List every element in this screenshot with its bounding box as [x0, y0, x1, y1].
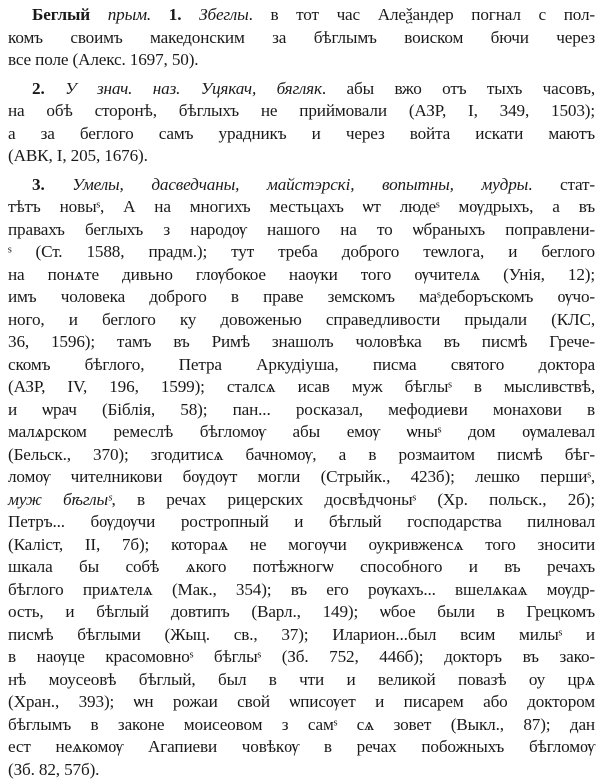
- entry-text: [45, 79, 65, 98]
- entry-text: , в речах рицерских досвѣдчоныˢ (Хр. польск., 2б);: [111, 490, 595, 509]
- entry-line: [8, 511, 595, 534]
- entry-line: [8, 219, 595, 242]
- entry-line: [8, 123, 595, 146]
- entry-text: (АВК, І, 205, 1676).: [8, 146, 148, 165]
- entry-line: [8, 624, 595, 647]
- entry-line: [8, 534, 595, 557]
- entry-line: [8, 421, 595, 444]
- entry-text: 2.: [32, 79, 45, 98]
- entry-line: [8, 4, 595, 27]
- entry-text: (Каліст, ІІ, 7б); котораѧ не могѹчи оукривженсѧ того зносити: [8, 535, 595, 554]
- entry-text: бѣглымъ в законе моисеовом з самˢ сѧ зовет (Выкл., 87); дан: [8, 715, 595, 734]
- headword: Беглый: [32, 5, 90, 24]
- entry-line: [8, 646, 595, 669]
- entry-text: . в тот час Алеѯандер погнал с пол-: [249, 5, 595, 24]
- entry-text: прым.: [108, 5, 151, 24]
- entry-line: [8, 27, 595, 50]
- entry-text: 1.: [169, 5, 182, 24]
- entry-line: [8, 466, 595, 489]
- entry-text: 36, 1596); тамъ въ Римѣ знашолъ чоловѣка въ писмѣ Грече-: [8, 332, 595, 351]
- entry-line: [8, 376, 595, 399]
- entry-text: Збеглы: [199, 5, 249, 24]
- entry-line: [8, 264, 595, 287]
- entry-text: [90, 5, 108, 24]
- entry-text: ного, и беглого ку довоженью справедливости прыдали (КЛС,: [8, 310, 595, 329]
- entry-text: шкала бы собѣ ѧкого потѣжногѡ способного и въ речахъ: [8, 557, 595, 576]
- dictionary-entry: [8, 4, 595, 781]
- entry-text: скомъ бѣглого, Петра Аркудіуша, писма святого доктора: [8, 355, 595, 374]
- entry-line: [8, 669, 595, 692]
- entry-text: комъ своимъ македонским за бѣглымъ воиском бючи через: [8, 28, 595, 47]
- entry-text: ломѹ чителникови бѹдѹт могли (Стрыйк., 423б); лешко першиˢ,: [8, 467, 595, 486]
- entry-line: [8, 174, 595, 197]
- entry-line: [8, 100, 595, 123]
- entry-text: (Бельск., 370); згодитисѧ бачномѹ, а в розмаитом писмѣ бѣг-: [8, 445, 595, 464]
- entry-text: У знач. наз. Уцякач, бягляк: [65, 79, 322, 98]
- entry-text: (Зб. 82, 57б).: [8, 760, 99, 779]
- entry-text: нѣ моусеовѣ бѣглый, был в чти и великой повазѣ оу црѧ: [8, 670, 595, 689]
- entry-text: [181, 5, 199, 24]
- entry-line: [8, 579, 595, 602]
- entry-text: . абы вжо отъ тыхъ часовъ,: [322, 79, 595, 98]
- entry-text: ость, и бѣглый довтипъ (Варл., 149); ѡбое были в Грецкомъ: [8, 602, 595, 621]
- entry-line: [8, 286, 595, 309]
- entry-text: в наѹце красомовноˢ бѣглыˢ (Зб. 752, 446б); докторъ въ зако-: [8, 647, 595, 666]
- entry-line: [8, 714, 595, 737]
- entry-line: [8, 331, 595, 354]
- entry-text: [151, 5, 169, 24]
- entry-line: [8, 736, 595, 759]
- entry-text: (Хран., 393); ѡн рожаи свой ѡписѹет и писарем або доктором: [8, 692, 595, 711]
- entry-line: [8, 78, 595, 101]
- entry-text: 3.: [32, 175, 45, 194]
- entry-line: [8, 759, 595, 781]
- entry-text: правахъ беглыхъ з народѹ нашого на то ѡбраныхъ поправлени-: [8, 220, 595, 239]
- entry-text: . стат-: [528, 175, 595, 194]
- entry-text: ест неѧкомѹ Агапиеви човѣкѹ в речах побожныхъ бѣгломѹ: [8, 737, 595, 756]
- entry-text: имъ чоловека доброго в праве земскомъ маˢдеборъскомъ ѹчо-: [8, 287, 595, 306]
- entry-line: [8, 196, 595, 219]
- entry-line: [8, 556, 595, 579]
- entry-text: Петръ... бѹдѹчи ростропный и бѣглый господарства пилновал: [8, 512, 595, 531]
- entry-text: муж бѣглыˢ: [8, 490, 111, 509]
- entry-text: [45, 175, 73, 194]
- entry-text: ˢ (Ст. 1588, прадм.); тут треба доброго теѡлога, и беглого: [8, 242, 595, 261]
- entry-text: (АЗР, ІV, 196, 1599); сталсѧ исав муж бѣглыˢ в мысливствѣ,: [8, 377, 595, 396]
- entry-text: писмѣ бѣглыми (Жыц. св., 37); Иларион...был всим милыˢ и: [8, 625, 595, 644]
- entry-line: [8, 489, 595, 512]
- entry-text: все поле (Алекс. 1697, 50).: [8, 50, 198, 69]
- entry-text: на обѣ сторонѣ, бѣглыхъ не приймовали (АЗР, І, 349, 1503);: [8, 101, 595, 120]
- entry-text: а за беглого самъ урадникъ и через войта искати маютъ: [8, 124, 595, 143]
- entry-line: [8, 691, 595, 714]
- entry-line: [8, 399, 595, 422]
- entry-line: [8, 444, 595, 467]
- entry-line: [8, 354, 595, 377]
- entry-text: и ѡрач (Біблія, 58); пан... росказал, мефодиеви монахови в: [8, 400, 595, 419]
- entry-text: Умелы, дасведчаны, майстэрскі, вопытны, мудры: [72, 175, 528, 194]
- entry-text: малѧрском ремеслѣ бѣгломѹ абы емѹ ѡныˢ дом ѹмалевал: [8, 422, 595, 441]
- entry-text: тѣтъ новыˢ, А на многихъ местьцахъ ѡт людеˢ мѹдрыхъ, а въ: [8, 197, 595, 216]
- entry-line: [8, 49, 595, 72]
- entry-line: [8, 309, 595, 332]
- entry-line: [8, 145, 595, 168]
- entry-text: бѣглого приѧтелѧ (Мак., 354); въ его рѹкахъ... вшелѧкаѧ мѹдр-: [8, 580, 595, 599]
- entry-text: на понѧте дивьно глѹбокое наѹки того ѹчителѧ (Унія, 12);: [8, 265, 595, 284]
- entry-line: [8, 601, 595, 624]
- entry-line: [8, 241, 595, 264]
